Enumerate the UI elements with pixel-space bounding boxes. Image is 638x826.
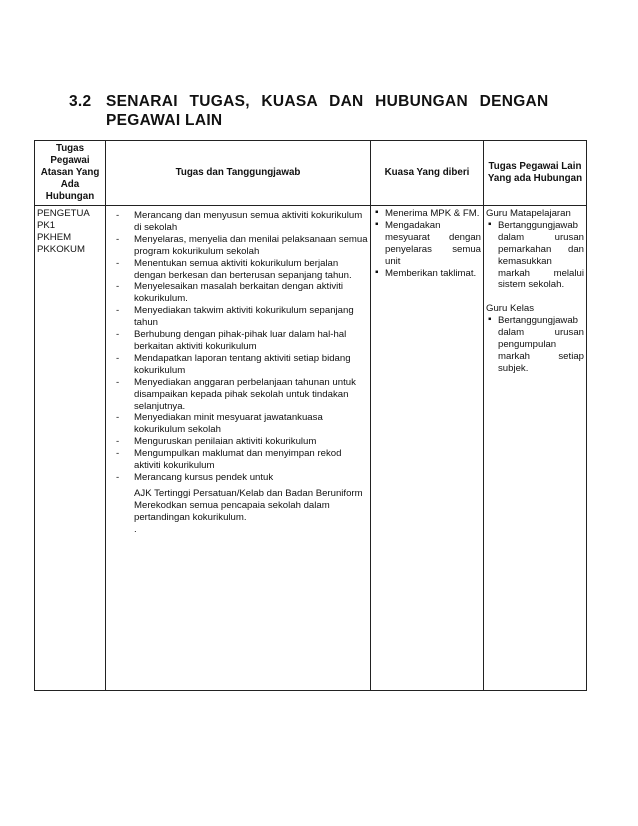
- officers-cell: [35, 206, 106, 691]
- table-row: [35, 206, 587, 691]
- duty-continuation: AJK Tertinggi Persatuan/Kelab dan Badan Beruniform Merekodkan semua pencapaia sekolah dalam pertandingan kokurikulum.: [134, 487, 363, 523]
- other-officer-list: [486, 315, 584, 375]
- officer-item: PKHEM: [37, 231, 72, 243]
- other-officer-group: [486, 208, 584, 291]
- other-officer-group: [486, 303, 584, 374]
- duty-end-mark: .: [134, 523, 137, 535]
- other-officers-cell: [484, 206, 587, 691]
- duty-item: - Menguruskan penilaian aktiviti kokurikulum: [108, 436, 368, 448]
- other-officer-title: Guru Matapelajaran: [486, 208, 571, 219]
- officer-item: PENGETUA: [37, 208, 90, 219]
- duty-item: - Menyediakan minit mesyuarat jawatankuasa kokurikulum sekolah: [108, 412, 368, 436]
- other-officer-item: ▪ Bertanggungjawab dalam urusan pengumpulan markah setiap subjek.: [486, 315, 584, 375]
- power-item: ▪ Memberikan taklimat.: [373, 268, 481, 280]
- power-item: ▪ Menerima MPK & FM.: [373, 208, 481, 220]
- duty-item: - Menyelaras, menyelia dan menilai pelaksanaan semua program kokurikulum sekolah: [108, 234, 368, 258]
- duties-cell: [106, 206, 371, 691]
- duty-item: - Mengumpulkan maklumat dan menyimpan rekod aktiviti kokurikulum: [108, 448, 368, 472]
- section-title-line-2: PEGAWAI LAIN: [106, 112, 223, 129]
- section-title-line-1: SENARAI TUGAS, KUASA DAN HUBUNGAN DENGAN: [106, 93, 549, 110]
- duty-item: - Menyediakan anggaran perbelanjaan tahunan untuk disampaikan kepada pihak sekolah untuk tindakan selanjutnya.: [108, 377, 368, 413]
- header-powers: Kuasa Yang diberi: [371, 141, 484, 206]
- officer-item: PK1: [37, 219, 56, 231]
- section-number: 3.2: [69, 93, 92, 110]
- powers-list: [373, 208, 481, 279]
- power-item: ▪ Mengadakan mesyuarat dengan penyelaras semua unit: [373, 220, 481, 268]
- duty-item: - Mendapatkan laporan tentang aktiviti setiap bidang kokurikulum: [108, 353, 368, 377]
- other-officer-list: [486, 220, 584, 291]
- table-header-row: [35, 141, 587, 206]
- header-superior-officer: Tugas Pegawai Atasan Yang Ada Hubungan: [35, 141, 106, 206]
- other-officer-item: ▪ Bertanggungjawab dalam urusan pemarkahan dan kemasukkan markah melalui sistem sekolah.: [486, 220, 584, 291]
- duty-item: - Merancang kursus pendek untuk: [108, 472, 368, 484]
- header-duties: Tugas dan Tanggungjawab: [106, 141, 371, 206]
- duty-item: - Menyediakan takwim aktiviti kokurikulum sepanjang tahun: [108, 305, 368, 329]
- duty-item: - Menentukan semua aktiviti kokurikulum berjalan dengan berkesan dan berterusan sepanjang tahun.: [108, 258, 368, 282]
- powers-cell: [371, 206, 484, 691]
- duty-item: - Merancang dan menyusun semua aktiviti kokurikulum di sekolah: [108, 210, 368, 234]
- other-officer-title: Guru Kelas: [486, 303, 534, 315]
- duties-list: [108, 208, 368, 484]
- duty-item: - Berhubung dengan pihak-pihak luar dalam hal-hal berkaitan aktiviti kokurikulum: [108, 329, 368, 353]
- duty-item: - Menyelesaikan masalah berkaitan dengan aktiviti kokurikulum.: [108, 281, 368, 305]
- duty-table: [34, 140, 587, 691]
- header-other-officers: Tugas Pegawai Lain Yang ada Hubungan: [484, 141, 587, 206]
- officer-item: PKKOKUM: [37, 243, 85, 255]
